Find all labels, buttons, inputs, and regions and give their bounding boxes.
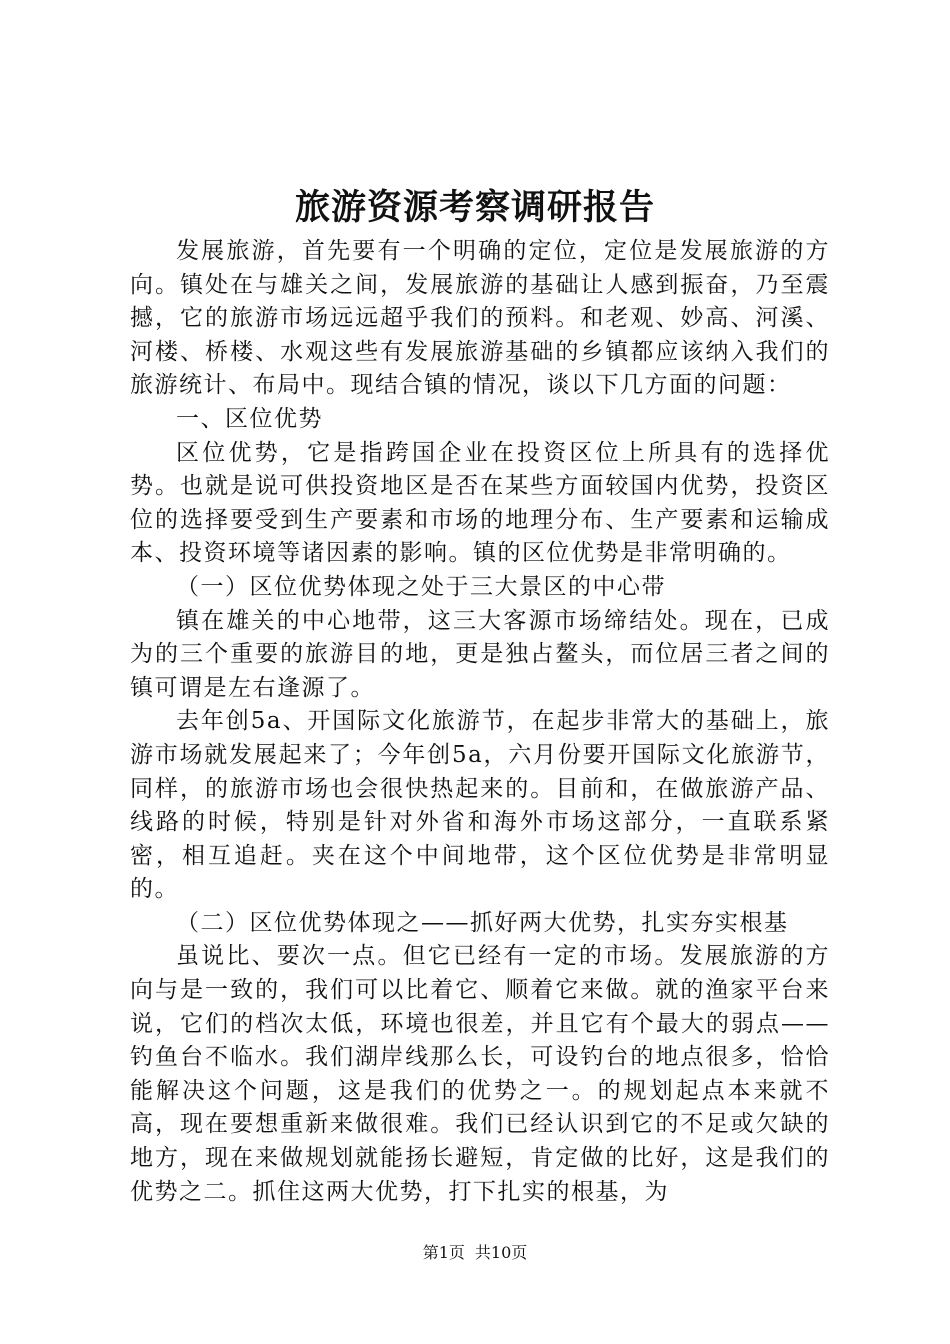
page-number: 第1页	[422, 1243, 465, 1262]
document-title: 旅游资源考察调研报告	[294, 187, 655, 228]
paragraph-intro: 发展旅游，首先要有一个明确的定位，定位是发展旅游的方向。镇处在与雄关之间，发展旅游的基础让人感到振奋，乃至震撼，它的旅游市场远远超乎我们的预料。和老观、妙高、河溪、河楼、桥楼、水观这些有发展旅游基础的乡镇都应该纳入我们的旅游统计、布局中。现结合镇的情况，谈以下几方面的问题：	[130, 238, 830, 399]
page-footer	[0, 1242, 950, 1264]
document-body	[130, 235, 830, 1209]
paragraph-center-zone: 镇在雄关的中心地带，这三大客源市场缔结处。现在，已成为的三个重要的旅游目的地，更是独占鳌头，而位居三者之间的镇可谓是左右逢源了。	[130, 607, 830, 701]
section-heading-location-advantage: 一、区位优势	[176, 405, 323, 432]
page-total: 共10页	[474, 1243, 528, 1262]
paragraph-two-advantages: 虽说比、要次一点。但它已经有一定的市场。发展旅游的方向与是一致的，我们可以比着它、顺着它来做。就的渔家平台来说，它们的档次太低，环境也很差，并且它有个最大的弱点——钓鱼台不临水。我们湖岸线那么长，可设钓台的地点很多，恰恰能解决这个问题，这是我们的优势之一。的规划起点本来就不高，现在要想重新来做很难。我们已经认识到它的不足或欠缺的地方，现在来做规划就能扬长避短，肯定做的比好，这是我们的优势之二。抓住这两大优势，打下扎实的根基，为	[130, 943, 830, 1205]
paragraph-location-definition: 区位优势，它是指跨国企业在投资区位上所具有的选择优势。也就是说可供投资地区是否在某些方面较国内优势，投资区位的选择要受到生产要素和市场的地理分布、生产要素和运输成本、投资环境等诸因素的影响。镇的区位优势是非常明确的。	[130, 439, 830, 567]
paragraph-5a-festival: 去年创5a、开国际文化旅游节，在起步非常大的基础上，旅游市场就发展起来了；今年创5a，六月份要开国际文化旅游节，同样，的旅游市场也会很快热起来的。目前和，在做旅游产品、线路的时候，特别是针对外省和海外市场这部分，一直联系紧密，相互追赶。夹在这个中间地带，这个区位优势是非常明显的。	[130, 708, 830, 903]
subsection-heading-2: （二）区位优势体现之——抓好两大优势，扎实夯实根基	[176, 909, 789, 936]
subsection-heading-1: （一）区位优势体现之处于三大景区的中心带	[176, 573, 666, 600]
